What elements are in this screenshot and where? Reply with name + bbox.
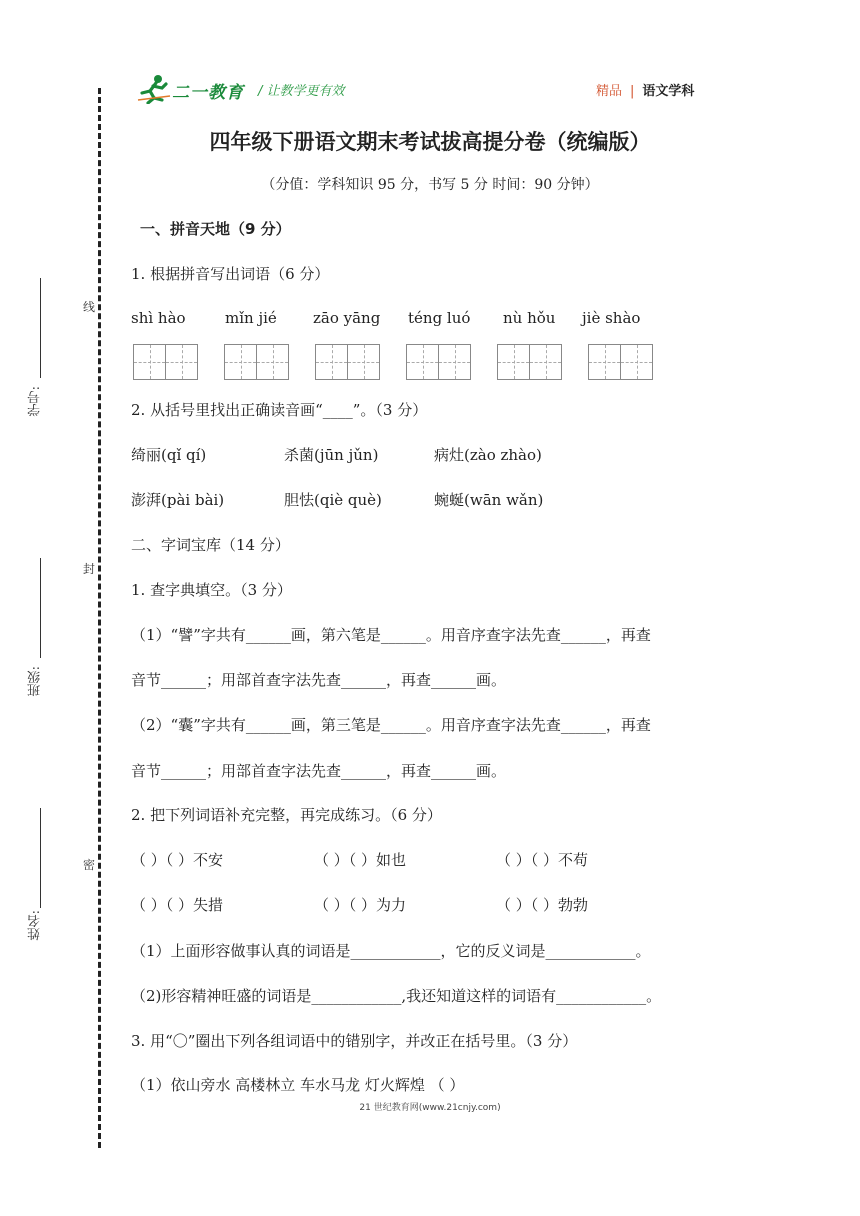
reading-4: 澎湃(pài bài) <box>131 491 225 509</box>
pinyin-1: shì hào <box>131 309 186 327</box>
question-5: 3. 用“〇”圈出下列各组词语中的错别字，并改正在括号里。（3 分） <box>131 1032 578 1050</box>
page-subtitle: （分值：学科知识 95 分，书写 5 分 时间：90 分钟） <box>261 177 599 193</box>
question-2: 2. 从括号里找出正确读音画“____”。（3 分） <box>131 401 428 419</box>
writing-grid-5[interactable] <box>497 344 562 380</box>
brand-tag <box>596 80 694 99</box>
question-3: 1. 查字典填空。（3 分） <box>131 581 292 599</box>
margin-feng: 封 <box>83 558 95 579</box>
pinyin-3: zāo yāng <box>313 309 381 327</box>
question-4: 2. 把下列词语补充完整，再完成练习。（6 分） <box>131 806 442 824</box>
word-blank-6: （ ）（ ）勃勃 <box>496 896 589 914</box>
question-1: 1. 根据拼音写出词语（6 分） <box>131 265 330 283</box>
reading-5: 胆怯(qiè què) <box>284 491 382 509</box>
writing-grid-4[interactable] <box>406 344 471 380</box>
word-blank-3: （ ）（ ）不苟 <box>496 851 589 869</box>
name-line <box>40 808 41 908</box>
page-title: 四年级下册语文期末考试拔高提分卷（统编版） <box>209 130 651 154</box>
word-blank-5: （ ）（ ）为力 <box>314 896 407 914</box>
margin-xian: 线 <box>83 296 95 317</box>
margin-mi: 密 <box>83 854 95 875</box>
question-4-part-2: （2)形容精神旺盛的词语是____________,我还知道这样的词语有____________。 <box>131 987 662 1005</box>
reading-2: 杀菌(jūn jǔn) <box>284 446 379 464</box>
reading-3: 病灶(zào zhào) <box>434 446 542 464</box>
logo-text: 二一教育 <box>172 83 244 103</box>
student-id-line <box>40 278 41 378</box>
writing-grid-3[interactable] <box>315 344 380 380</box>
word-blank-2: （ ）（ ）如也 <box>314 851 407 869</box>
quality-label: 精品 <box>596 84 623 99</box>
binding-dashed-line <box>98 88 101 1148</box>
class-line <box>40 558 41 658</box>
writing-grid-1[interactable] <box>133 344 198 380</box>
writing-grid-2[interactable] <box>224 344 289 380</box>
word-blank-4: （ ）（ ）失措 <box>131 896 224 914</box>
pinyin-6: jiè shào <box>582 309 641 327</box>
slogan: / 让教学更有效 <box>258 84 345 99</box>
reading-1: 绮丽(qǐ qí) <box>131 446 207 464</box>
pinyin-5: nù hǒu <box>503 309 556 327</box>
student-id-label: 学号: <box>28 386 43 417</box>
question-3-line-b: 音节______；用部首查字法先查______，再查______画。 <box>131 671 507 689</box>
question-4-part-1: （1）上面形容做事认真的词语是____________，它的反义词是____________。 <box>131 942 651 960</box>
section-1-heading: 一、拼音天地（9 分） <box>140 220 291 238</box>
question-3-line-c: （2）“囊”字共有______画，第三笔是______。用音序查字法先查______，再查 <box>131 716 651 734</box>
pinyin-4: téng luó <box>408 309 471 327</box>
class-label: 班级: <box>28 666 43 697</box>
footer-watermark: 21 世纪教育网(www.21cnjy.com) <box>359 1103 501 1113</box>
separator: | <box>630 84 635 99</box>
reading-6: 蜿蜒(wān wǎn) <box>434 491 544 509</box>
question-3-line-a: （1）“譬”字共有______画，第六笔是______。用音序查字法先查______，再查 <box>131 626 651 644</box>
name-label: 姓名: <box>28 910 43 941</box>
subject-label: 语文学科 <box>642 84 695 99</box>
word-blank-1: （ ）（ ）不安 <box>131 851 224 869</box>
runner-logo-icon <box>136 74 172 104</box>
question-3-line-d: 音节______；用部首查字法先查______，再查______画。 <box>131 762 507 780</box>
pinyin-2: mǐn jié <box>225 309 277 327</box>
writing-grid-6[interactable] <box>588 344 653 380</box>
question-5-part-1: （1）依山旁水 高楼林立 车水马龙 灯火辉煌 （ ） <box>131 1076 465 1094</box>
section-2-heading: 二、字词宝库（14 分） <box>131 536 290 554</box>
